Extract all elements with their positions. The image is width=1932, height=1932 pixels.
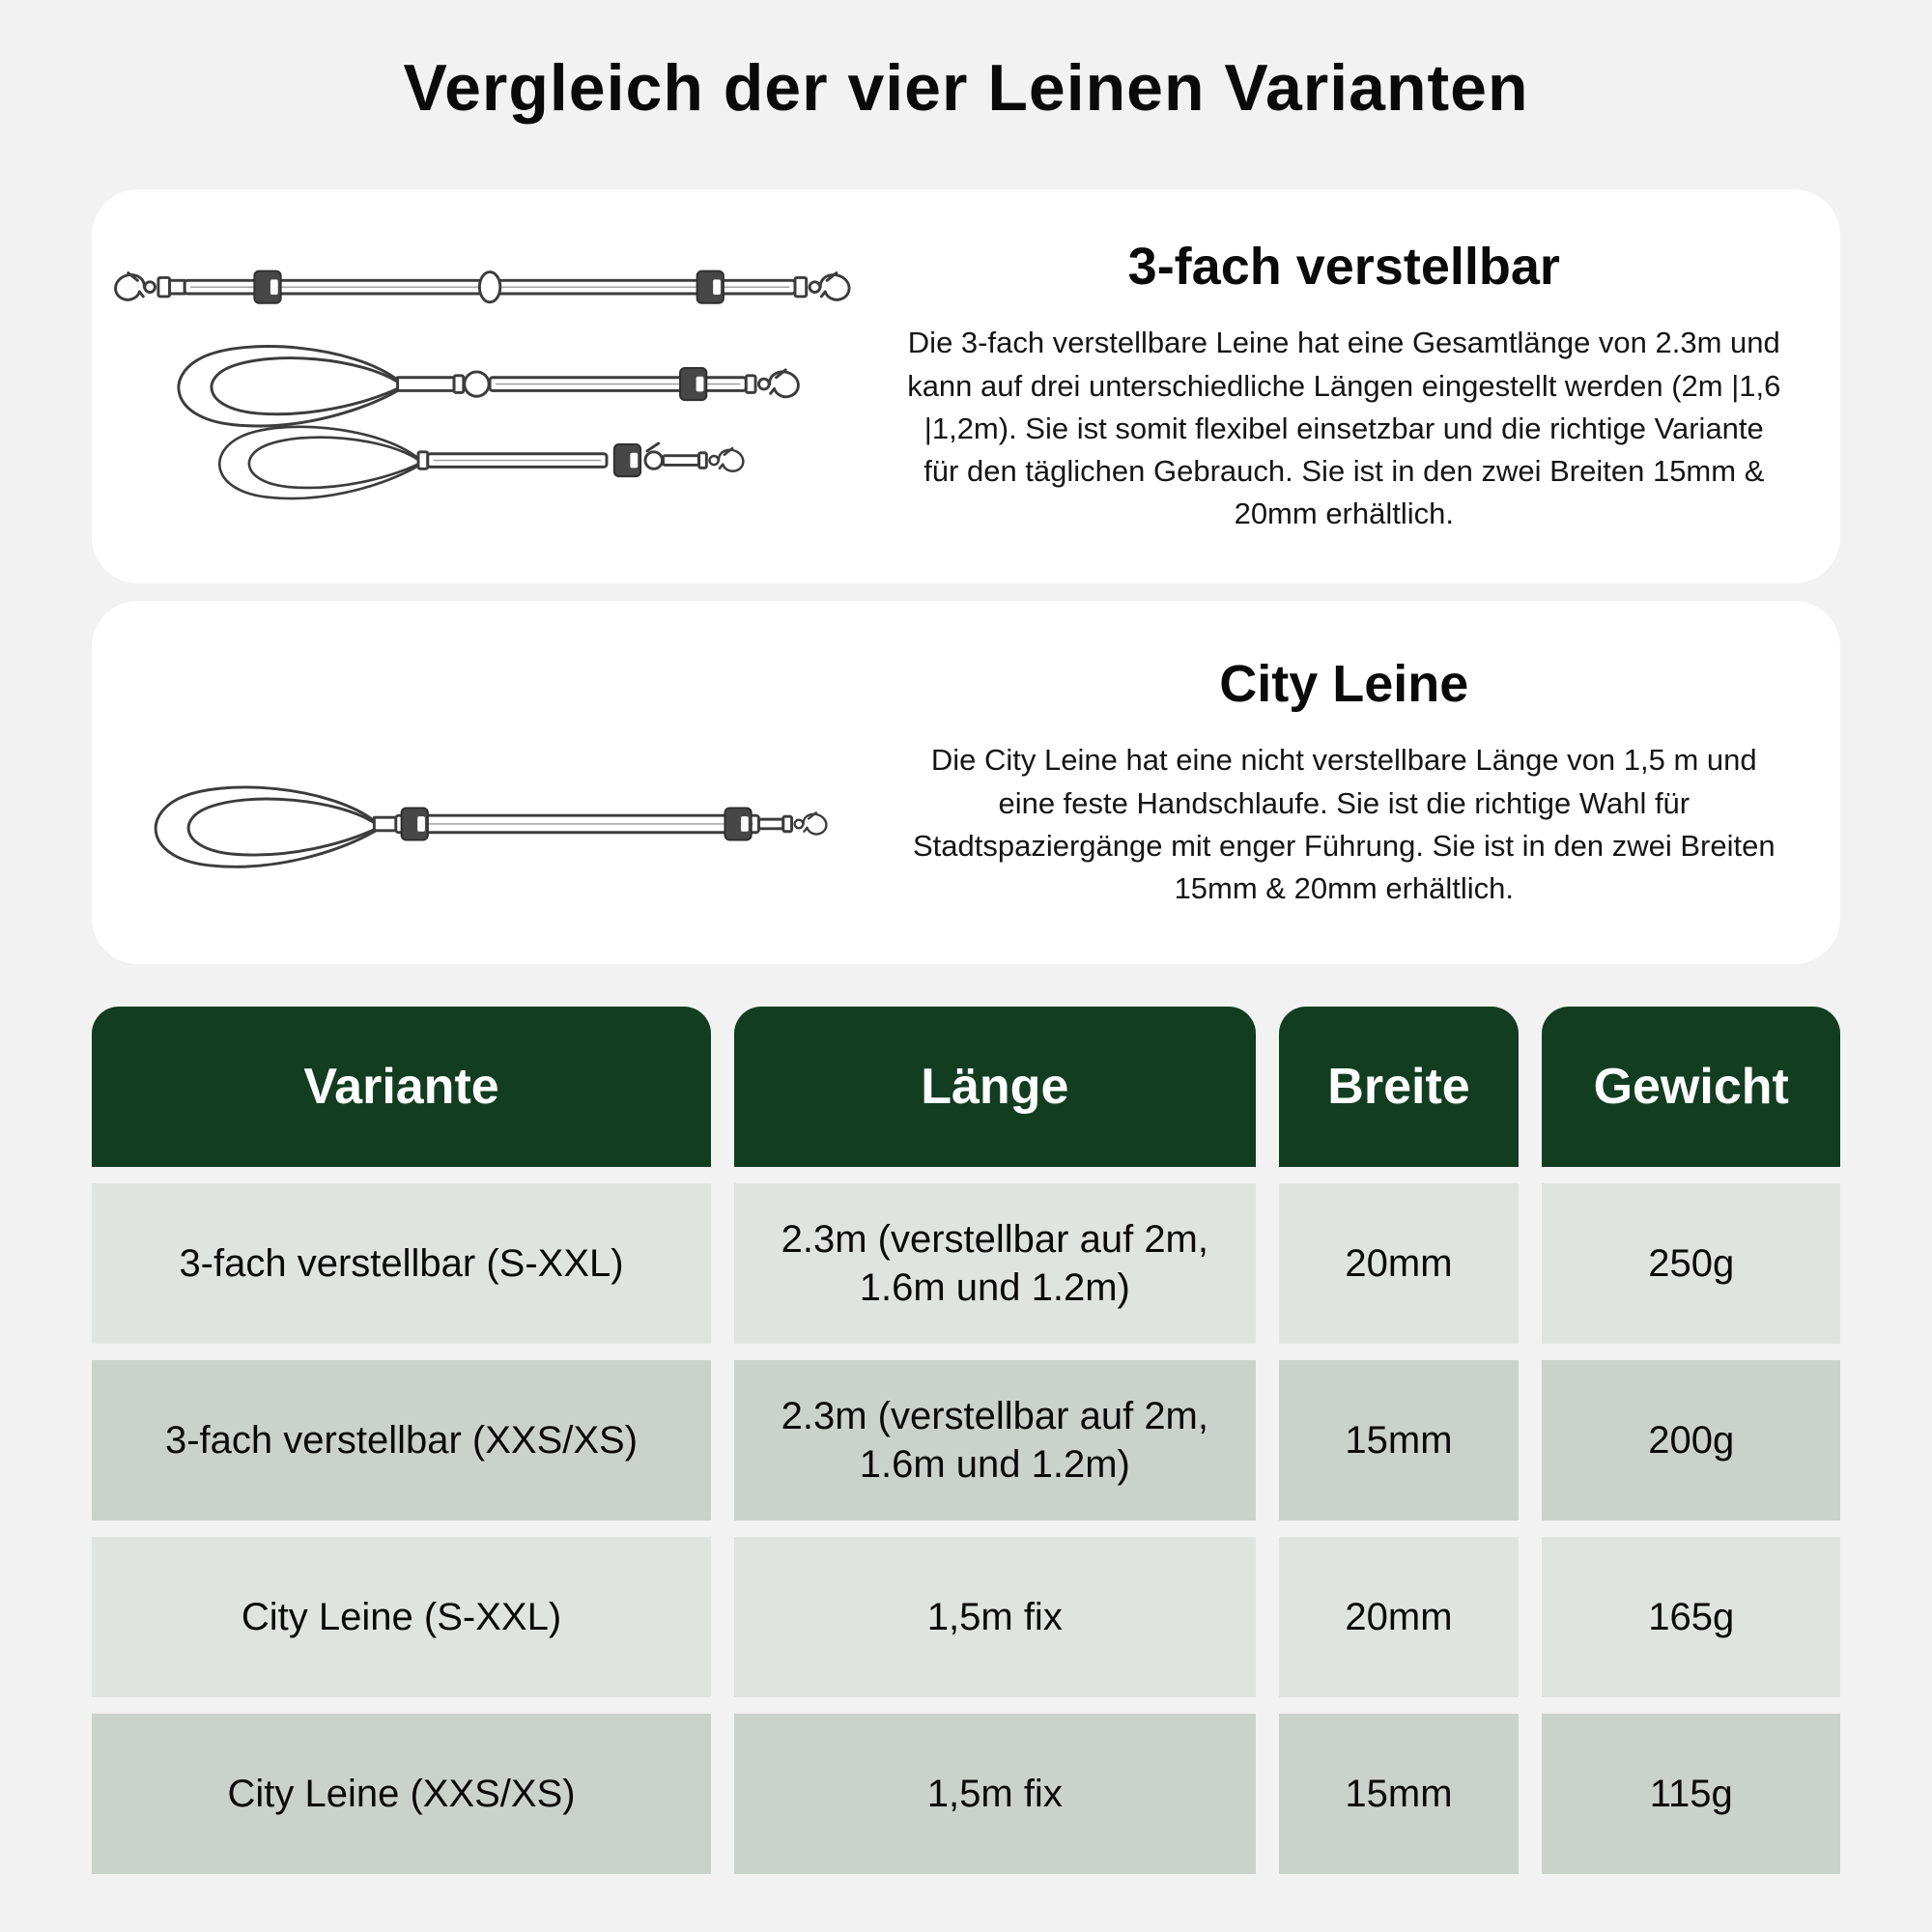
header-breite: Breite: [1279, 1007, 1520, 1167]
slider-keeper-icon: [614, 443, 640, 475]
leash-shortened: [220, 426, 744, 497]
adjuster-ring-icon: [465, 371, 489, 395]
cell-variante: City Leine (S-XXL): [92, 1537, 711, 1697]
snap-hook-icon: [710, 448, 744, 471]
adjuster-ring-icon: [480, 271, 500, 301]
variant-card-adjustable: [92, 189, 1840, 583]
cell-laenge: 1,5m fix: [734, 1537, 1256, 1697]
slider-keeper-icon: [725, 808, 752, 839]
cell-variante: 3-fach verstellbar (S-XXL): [92, 1183, 711, 1344]
city-leash: [156, 787, 826, 867]
mid-clip-ring-icon: [645, 451, 663, 469]
card-description: Die 3-fach verstellbare Leine hat eine Gesamtlänge von 2.3m und kann auf drei unterschiedliche Längen eingestellt werden (2m |1,6 |1,2m). Sie ist somit flexibel einsetzbar und die richtige Variante für den täglichen Gebrauch. Sie ist in den zwei Breiten 15mm & 20mm erhältlich.: [907, 326, 1781, 531]
cell-gewicht: 115g: [1542, 1714, 1840, 1874]
header-laenge: Länge: [734, 1007, 1256, 1167]
cell-gewicht: 250g: [1542, 1183, 1840, 1344]
slider-keeper-icon: [255, 270, 281, 302]
cell-breite: 15mm: [1279, 1360, 1520, 1520]
leash-line-art-icon: [107, 753, 880, 894]
variant-card-city: [92, 601, 1840, 964]
cell-variante: City Leine (XXS/XS): [92, 1714, 711, 1874]
leash-fully-extended: [116, 270, 849, 302]
header-gewicht: Gewicht: [1542, 1007, 1840, 1167]
slider-keeper-icon: [402, 808, 428, 839]
page-title: Vergleich der vier Leinen Varianten: [403, 51, 1529, 125]
header-variante: Variante: [92, 1007, 711, 1167]
hand-loop-icon: [156, 787, 376, 867]
leash-with-handle: [179, 346, 798, 425]
snap-hook-icon: [759, 369, 799, 396]
cell-breite: 20mm: [1279, 1537, 1520, 1697]
cell-breite: 20mm: [1279, 1183, 1520, 1344]
cell-gewicht: 200g: [1542, 1360, 1840, 1520]
hand-loop-icon: [179, 346, 400, 425]
snap-hook-icon: [795, 812, 827, 834]
hand-loop-icon: [220, 426, 419, 497]
cell-gewicht: 165g: [1542, 1537, 1840, 1697]
card-heading: 3-fach verstellbar: [1127, 238, 1560, 297]
cell-laenge: 2.3m (verstellbar auf 2m, 1.6m und 1.2m): [734, 1360, 1256, 1520]
adjustable-leash-illustration: [92, 255, 896, 519]
card-description: Die City Leine hat eine nicht verstellbare Länge von 1,5 m und eine feste Handschlaufe. Sie ist die richtige Wahl für Stadtspaziergänge mit enger Führung. Sie ist in den zwei Breiten 15mm & 20mm erhältlich.: [912, 743, 1776, 906]
cell-variante: 3-fach verstellbar (XXS/XS): [92, 1360, 711, 1520]
cell-laenge: 2.3m (verstellbar auf 2m, 1.6m und 1.2m): [734, 1183, 1256, 1344]
city-leash-illustration: [92, 712, 896, 853]
leash-line-art-icon: [107, 255, 880, 519]
cell-breite: 15mm: [1279, 1714, 1520, 1874]
card-heading: City Leine: [1219, 655, 1469, 714]
card-text-city: [896, 654, 1840, 910]
comparison-table: [92, 1007, 1840, 1874]
slider-keeper-icon: [697, 270, 724, 302]
snap-hook-icon: [810, 272, 849, 299]
snap-hook-icon: [116, 272, 156, 299]
mid-clip-lever-icon: [647, 443, 659, 451]
slider-keeper-icon: [680, 368, 706, 400]
cell-laenge: 1,5m fix: [734, 1714, 1256, 1874]
card-text-adjustable: [896, 237, 1840, 536]
